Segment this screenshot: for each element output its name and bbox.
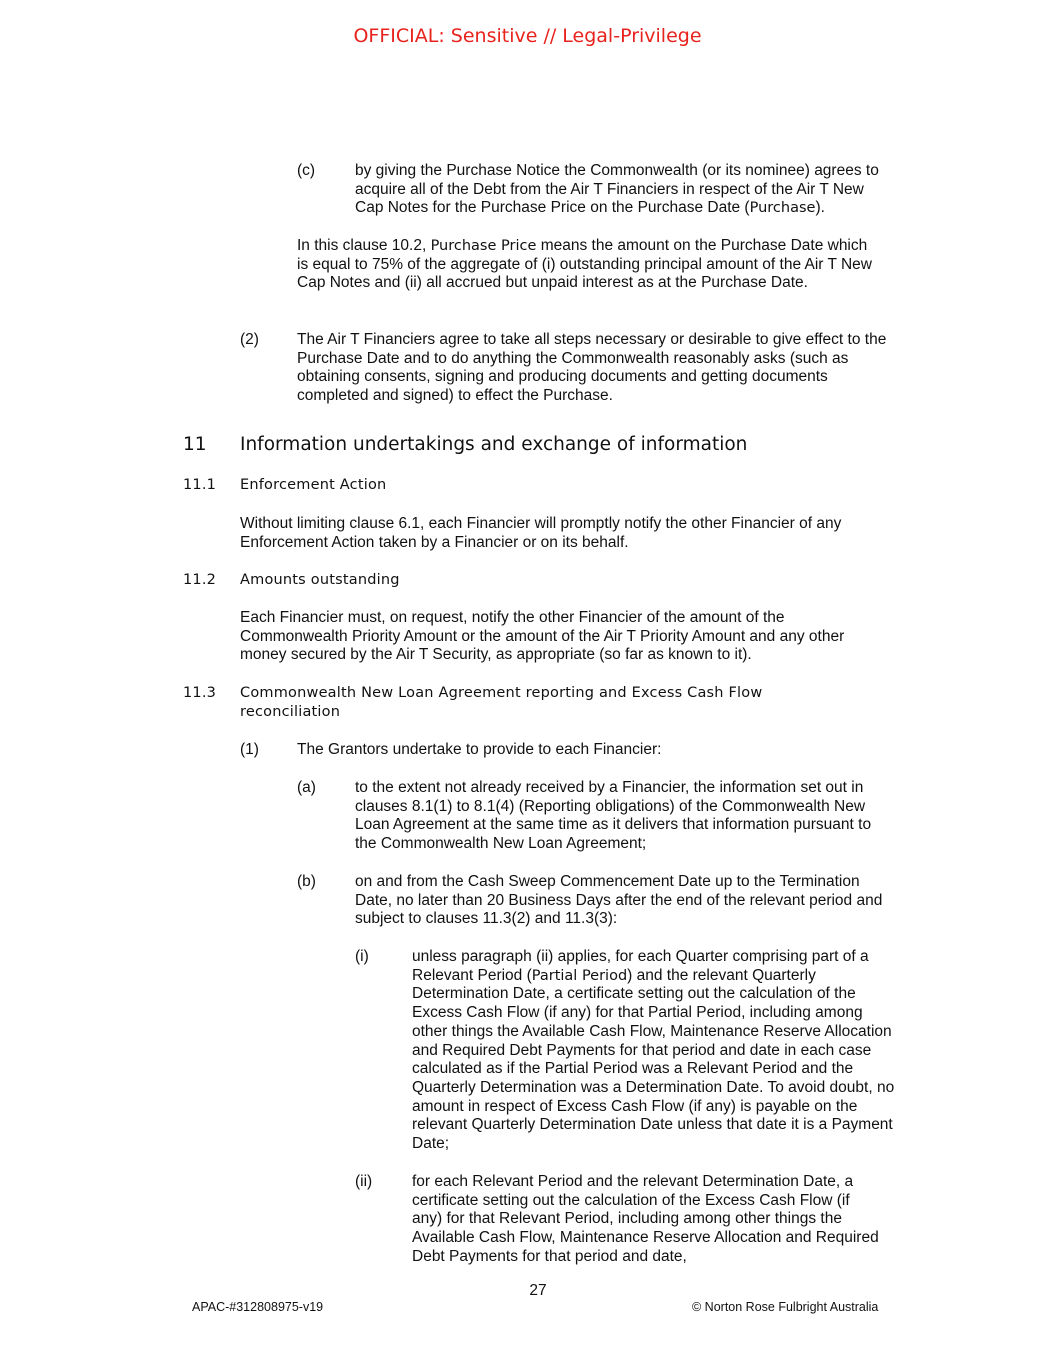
document-id: APAC-#312808975-v19 xyxy=(192,1300,324,1314)
paragraph-2-label: (2) xyxy=(240,331,259,348)
section-11-number: 11 xyxy=(183,434,207,455)
section-11-3-a-label: (a) xyxy=(297,779,316,796)
definition-after: means the amount on the Purchase Date which is equal to 75% of the aggregate of (i) outstanding principal amount of the Air T New Cap Notes and (ii) all accrued but unpaid interest as at the Purchase Date. xyxy=(297,237,872,292)
section-11-3-b-text: on and from the Cash Sweep Commencement Date up to the Termination Date, no later than 20 Business Days after the end of the relevant period and subject to clauses 11.3(2) and 11.3(3): xyxy=(355,873,883,928)
defined-term-purchase: Purchase xyxy=(749,200,816,217)
section-11-3-title: Commonwealth New Loan Agreement reporting and Excess Cash Flow reconciliation xyxy=(240,685,763,720)
section-11-3-p1-text: The Grantors undertake to provide to each Financier: xyxy=(297,741,662,758)
section-11-2-body: Each Financier must, on request, notify the other Financier of the amount of the Commonwealth Priority Amount or the amount of the Air T Priority Amount and any other money secured by the Air T Security, as appropriate (so far as known to it). xyxy=(240,609,845,664)
paragraph-c-text-before: by giving the Purchase Notice the Commonwealth (or its nominee) agrees to acquire all of the Debt from the Air T Financiers in respect of the Air T New Cap Notes for the Purchase Price on the Purchase Date ( xyxy=(355,162,879,217)
section-11-1-body: Without limiting clause 6.1, each Financier will promptly notify the other Financier of any Enforcement Action taken by a Financier or on its behalf. xyxy=(240,515,842,551)
subparagraph-i-after: ) and the relevant Quarterly Determination Date, a certificate setting out the calculation of the Excess Cash Flow (if any) for that Partial Period, including among other things the Available Cash Flow, Maintenance Reserve Allocation and Required Debt Payments for that period and date in each case calculated as if the Partial Period was a Relevant Period and the Quarterly Determination was a Determination Date. To avoid doubt, no amount in respect of Excess Cash Flow (if any) is payable on the relevant Quarterly Determination Date unless that date it is a Payment Date; xyxy=(412,966,895,1153)
purchase-price-definition xyxy=(297,237,877,293)
section-11-3-ii-label: (ii) xyxy=(355,1173,373,1190)
section-11-3-i-text xyxy=(412,948,898,1154)
page-number: 27 xyxy=(529,1282,547,1299)
section-11-3-number: 11.3 xyxy=(183,685,217,701)
section-11-1-title: Enforcement Action xyxy=(240,477,387,493)
paragraph-c-text xyxy=(355,162,895,218)
paragraph-c-label: (c) xyxy=(297,162,316,179)
section-11-3-ii-text: for each Relevant Period and the relevant Determination Date, a certificate setting out the calculation of the Excess Cash Flow (if any) for that Relevant Period, including among other things the Available Cash Flow, Maintenance Reserve Allocation and Required Debt Payments for that period and date, xyxy=(412,1173,879,1265)
copyright-notice: © Norton Rose Fulbright Australia xyxy=(692,1300,879,1314)
definition-before: In this clause 10.2, xyxy=(297,237,431,254)
subparagraph-i-before: unless paragraph (ii) applies, for each Quarter comprising part of a Relevant Period ( xyxy=(412,948,869,984)
section-11-3-p1-label: (1) xyxy=(240,741,259,758)
paragraph-2-text: The Air T Financiers agree to take all steps necessary or desirable to give effect to the Purchase Date and to do anything the Commonwealth reasonably asks (such as obtaining consents, signing and producing documents and getting documents completed and signed) to effect the Purchase. xyxy=(297,331,887,405)
section-11-2-number: 11.2 xyxy=(183,572,217,588)
classification-banner: OFFICIAL: Sensitive // Legal-Privilege xyxy=(353,25,702,47)
section-11-title: Information undertakings and exchange of information xyxy=(240,434,748,455)
section-11-3-b-label: (b) xyxy=(297,873,316,890)
section-11-3-i-label: (i) xyxy=(355,948,369,965)
section-11-3-a-text: to the extent not already received by a Financier, the information set out in clauses 8.1(1) to 8.1(4) (Reporting obligations) of the Commonwealth New Loan Agreement at the same time as it delivers that information pursuant to the Commonwealth New Loan Agreement; xyxy=(355,779,872,853)
section-11-1-number: 11.1 xyxy=(183,477,217,493)
defined-term-partial-period: Partial Period xyxy=(531,967,628,984)
paragraph-c-text-after: ). xyxy=(815,199,825,217)
defined-term-purchase-price: Purchase Price xyxy=(430,238,537,254)
section-11-2-title: Amounts outstanding xyxy=(240,572,400,588)
